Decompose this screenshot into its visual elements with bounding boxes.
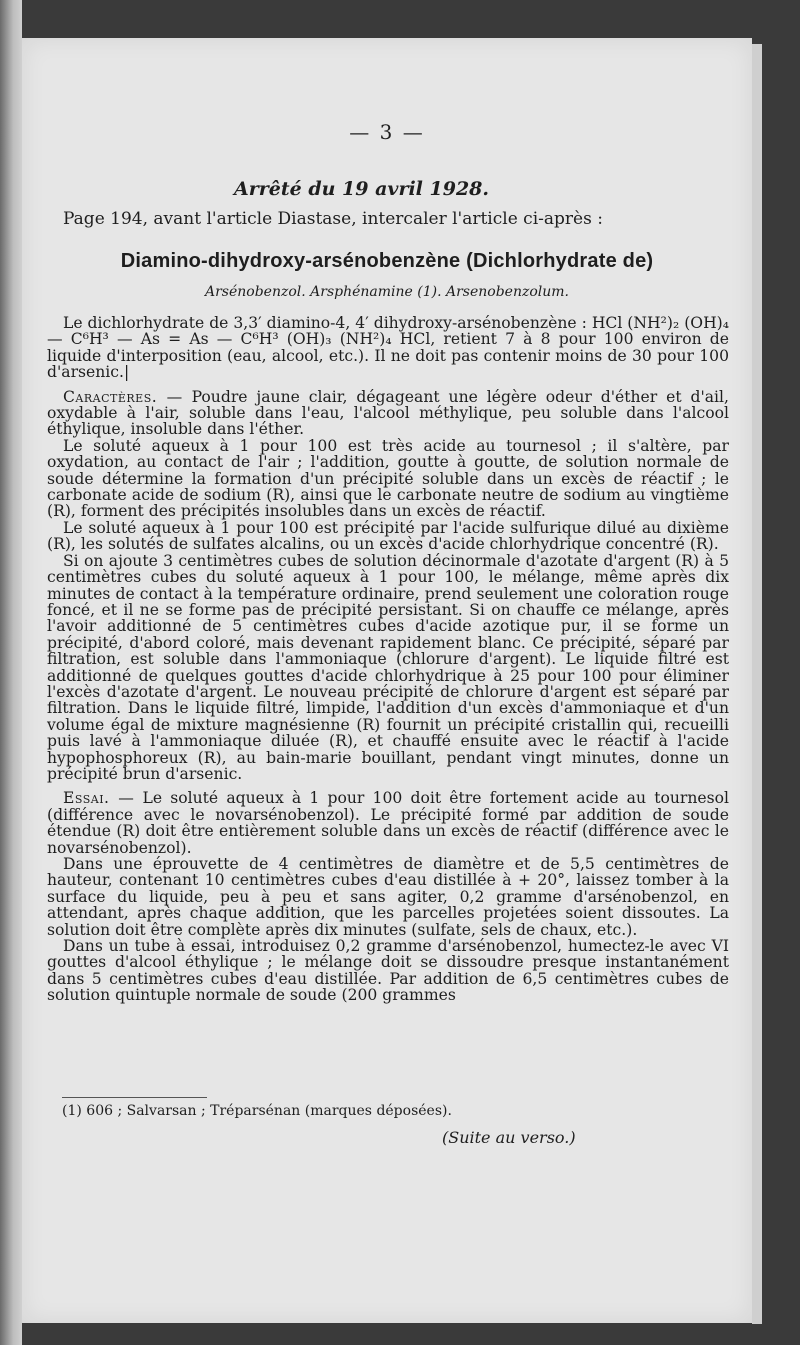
article-synonyms: Arsénobenzol. Arsphénamine (1). Arsenobenzolum.	[204, 284, 570, 300]
paragraph-caracteres-text: Poudre jaune clair, dégageant une légère odeur d'éther et d'ail, oxydable à l'air, soluble dans l'eau, l'alcool méthylique, peu soluble dans l'alcool éthylique, insoluble dans l'éther.	[47, 387, 729, 439]
footnote: (1) 606 ; Salvarsan ; Tréparsénan (marques déposées).	[62, 1103, 452, 1119]
paragraph-solute-precipite: Le soluté aqueux à 1 pour 100 est précipité par l'acide sulfurique dilué au dixième (R), les solutés de sulfates alcalins, ou un excès d'acide chlorhydrique concentré (R).	[47, 518, 729, 554]
paragraph-tube-essai: Dans un tube à essai, introduisez 0,2 gramme d'arsénobenzol, humectez-le avec VI gouttes d'alcool éthylique ; le mélange doit se dissoudre presque instantanément dans 5 centimètres cubes d'eau distillée. Par addition de 6,5 centimètres cubes de solution quintuple normale de soude (200 grammes	[47, 937, 729, 1005]
binding-edge	[0, 0, 22, 1345]
paragraph-essai-text: Le soluté aqueux à 1 pour 100 doit être fortement acide au tournesol (différence avec le novarsénobenzol). Le précipité formé par addition de soude étendue (R) doit être entièrement soluble dans un excès de réactif (différence avec le novarsénobenzol).	[47, 789, 729, 857]
paragraph-composition: Le dichlorhydrate de 3,3′ diamino-4, 4′ dihydroxy-arsénobenzène : HCl (NH²)₂ (OH)₄ — C⁶H³ — As = As — C⁶H³ (OH)₃ (NH²)₄ HCl, retient 7 à 8 pour 100 environ de liquide d'interposition (eau, alcool, etc.). Il ne doit pas contenir moins de 30 pour 100 d'arsenic.|	[47, 314, 729, 382]
intro-line: Page 194, avant l'article Diastase, intercaler l'article ci-après :	[63, 209, 603, 229]
footnote-divider	[62, 1097, 207, 1098]
decree-heading: Arrêté du 19 avril 1928.	[234, 178, 490, 200]
document-page	[22, 38, 752, 1323]
paragraph-azotate-argent: Si on ajoute 3 centimètres cubes de solution décinormale d'azotate d'argent (R) à 5 centimètres cubes du soluté aqueux à 1 pour 100, le mélange, même après dix minutes de contact à la température ordinaire, prend seulement une coloration rouge foncé, et il ne se forme pas de précipité persistant. Si on chauffe ce mélange, après l'avoir additionné de 5 centimètres cubes d'acide azotique pur, il se forme un précipité, d'abord coloré, mais devenant rapidement blanc. Ce précipité, séparé par filtration, est soluble dans l'ammoniaque (chlorure d'argent). Le liquide filtré est additionné de quelques gouttes d'acide chlorhydrique à 25 pour 100 pour éliminer l'excès d'azotate d'argent. Le nouveau précipité de chlorure d'argent est séparé par filtration. Dans le liquide filtré, limpide, l'addition d'un excès d'ammoniaque et d'un volume égal de mixture magnésienne (R) fournit un précipité cristallin qui, recueilli puis lavé à l'ammoniaque diluée (R), et chauffé ensuite avec le réactif à l'acide hypophosphoreux (R), au bain-marie bouillant, pendant vingt minutes, donne un précipité brun d'arsenic.	[47, 551, 729, 783]
page-number: — 3 —	[349, 120, 425, 144]
paragraph-caracteres	[47, 389, 729, 438]
paragraph-essai	[47, 790, 729, 856]
article-title: Diamino-dihydroxy-arsénobenzène (Dichlorhydrate de)	[120, 250, 654, 272]
section-label-essai: Essai. —	[63, 789, 135, 808]
paragraph-eprouvette: Dans une éprouvette de 4 centimètres de diamètre et de 5,5 centimètres de hauteur, contenant 10 centimètres cubes d'eau distillée à + 20°, laissez tomber à la surface du liquide, peu à peu et sans agiter, 0,2 gramme d'arsénobenzol, en attendant, après chaque addition, que les parcelles projetées soient dissoutes. La solution doit être complète après dix minutes (sulfate, sels de chaux, etc.).	[47, 855, 729, 939]
page-shadow	[752, 44, 762, 1324]
continuation-note: (Suite au verso.)	[442, 1128, 576, 1147]
article-body	[47, 315, 729, 1004]
paragraph-solute-acide: Le soluté aqueux à 1 pour 100 est très acide au tournesol ; il s'altère, par oxydation, au contact de l'air ; l'addition, goutte à goutte, de solution normale de soude détermine la formation d'un précipité soluble dans un excès de réactif ; le carbonate acide de sodium (R), ainsi que le carbonate neutre de sodium au vingtième (R), forment des précipités insolubles dans un excès de réactif.	[47, 436, 729, 521]
section-label-caracteres: Caractères. —	[63, 387, 183, 406]
